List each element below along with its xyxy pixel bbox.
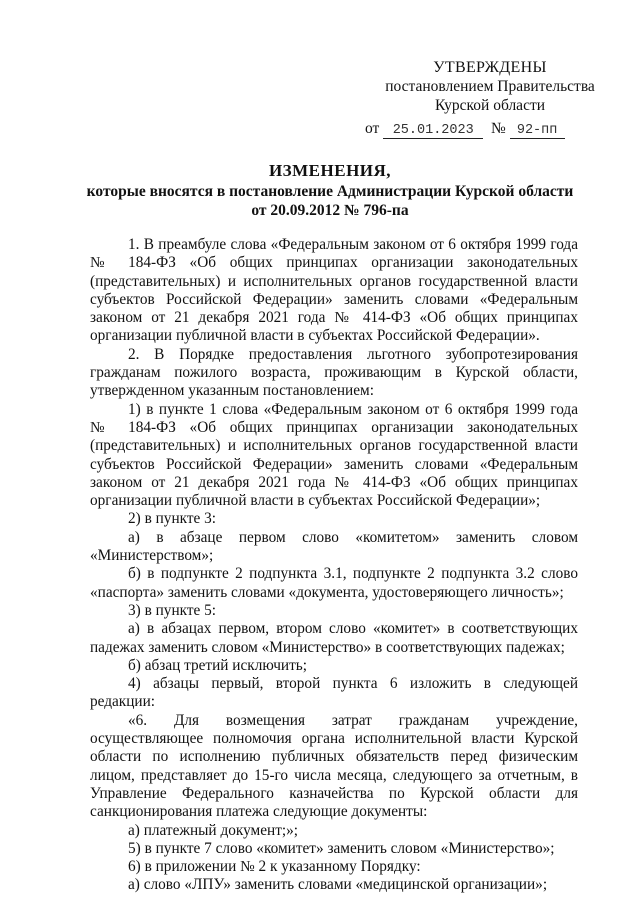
title-subtitle: которые вносятся в постановление Администрации Курской области <box>86 183 574 200</box>
approval-line-2: Курской области <box>434 97 546 114</box>
paragraph: 3) в пункте 5: <box>128 601 217 619</box>
approval-date-line <box>365 119 615 139</box>
title-date-number: от 20.09.2012 № 796-па <box>251 202 409 219</box>
document-title <box>60 160 600 220</box>
paragraph: а) в абзаце первом слово «комитетом» заменить словом «Министерством»; <box>90 528 578 565</box>
paragraph: а) слово «ЛПУ» заменить словами «медицинской организации»; <box>128 876 548 894</box>
paragraph: а) платежный документ;»; <box>128 821 299 839</box>
approval-number: 92-пп <box>510 123 565 139</box>
approval-date: 25.01.2023 <box>383 123 483 139</box>
approval-block <box>365 58 615 139</box>
paragraph: «6. Для возмещения затрат гражданам учреждение, осуществляющее полномочия органа исполнительной власти Курской области по исполнению публичных обязательств перед физическим лицом, представляет до 15-го числа месяца, следующего за отчетным, в Управление Федерального казначейства по Курской области для санкционирования платежа следующие документы: <box>90 711 578 821</box>
paragraph: а) в абзацах первом, втором слово «комитет» в соответствующих падежах заменить словом «Министерство» в соответствующих падежах; <box>90 620 578 656</box>
paragraph: 1) в пункте 1 слова «Федеральным законом от 6 октября 1999 года № 184-ФЗ «Об общих принципах организации законодательных (представительных) и исполнительных органов государственной власти субъектов Российской Федерации» заменить словами «Федеральным законом от 21 декабря 2021 года № 414-ФЗ «Об общих принципах организации публичной власти в субъектах Российской Федерации»; <box>90 400 578 510</box>
paragraph: 4) абзацы первый, второй пункта 6 изложить в следующей редакции: <box>90 675 578 711</box>
document-body <box>90 236 578 895</box>
paragraph: 1. В преамбуле слова «Федеральным законом от 6 октября 1999 года № 184-ФЗ «Об общих принципах организации законодательных (представительных) и исполнительных органов государственной власти субъектов Российской Федерации» заменить словами «Федеральным законом от 21 декабря 2021 года № 414-ФЗ «Об общих принципах организации публичной власти в субъектах Российской Федерации». <box>90 236 578 345</box>
number-prefix: № <box>490 120 506 137</box>
approval-line-1: постановлением Правительства <box>385 78 595 95</box>
paragraph: 2. В Порядке предоставления льготного зубопротезирования гражданам пожилого возраста, проживающим в Курской области, утвержденном указанным постановлением: <box>90 345 578 400</box>
approval-heading: УТВЕРЖДЕНЫ <box>433 59 547 76</box>
title-main: ИЗМЕНЕНИЯ, <box>268 161 392 180</box>
paragraph: б) в подпункте 2 подпункта 3.1, подпункте 2 подпункта 3.2 слово «паспорта» заменить словами «документа, удостоверяющего личность»; <box>90 565 578 601</box>
date-prefix: от <box>365 120 380 137</box>
paragraph: 6) в приложении № 2 к указанному Порядку: <box>128 858 421 876</box>
paragraph: 2) в пункте 3: <box>128 510 217 528</box>
paragraph: 5) в пункте 7 слово «комитет» заменить словом «Министерство»; <box>128 839 555 857</box>
paragraph: б) абзац третий исключить; <box>128 656 307 674</box>
